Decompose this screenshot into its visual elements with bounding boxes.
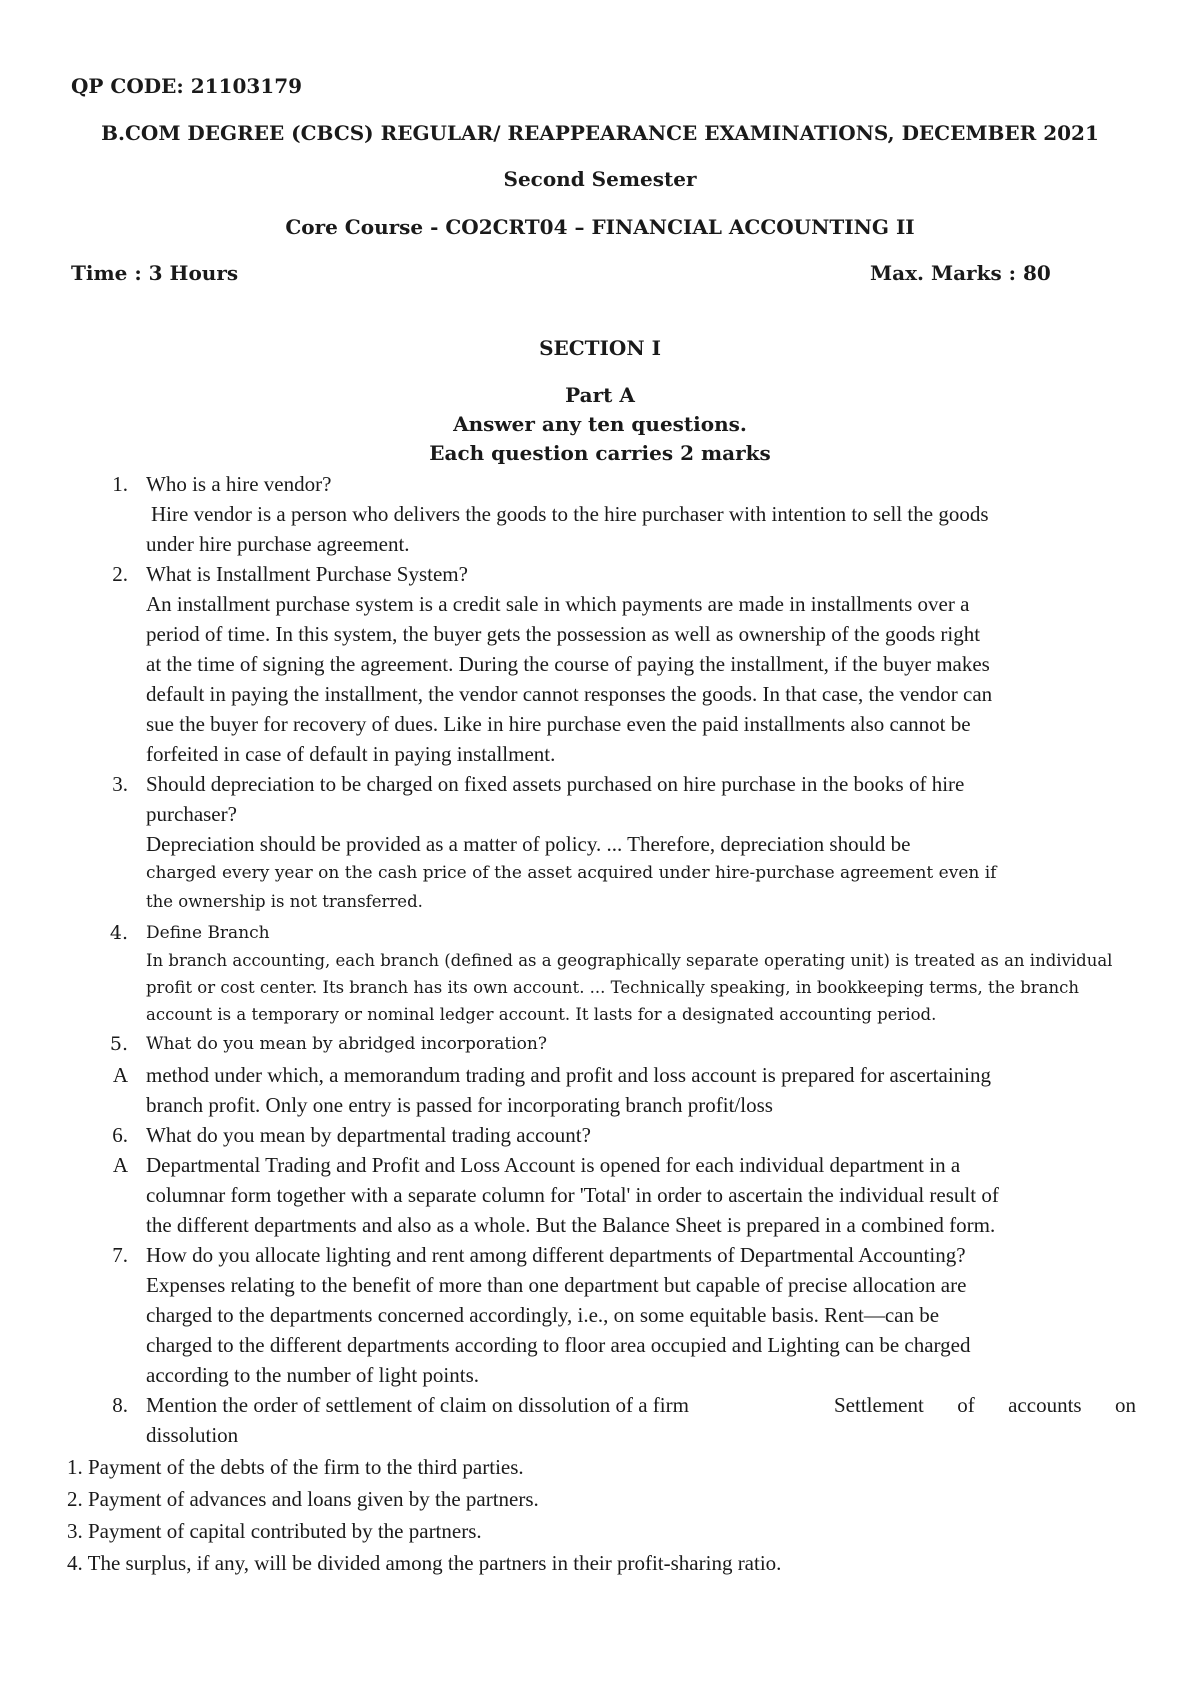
question-number: 8. [112, 1393, 128, 1417]
answer-line: under hire purchase agreement. [146, 532, 410, 556]
section-title: SECTION I [539, 336, 661, 360]
max-marks: Max. Marks : 80 [870, 261, 1051, 285]
answer-word: accounts [1008, 1393, 1082, 1417]
answer-word: of [957, 1393, 975, 1417]
answer-line: dissolution [146, 1423, 239, 1447]
question-number: 6. [112, 1123, 128, 1147]
answer-word: on [1114, 1393, 1136, 1417]
answer-line: sue the buyer for recovery of dues. Like in hire purchase even the paid installments also cannot be [146, 712, 971, 736]
answer-marker: A [112, 1153, 128, 1177]
answer-line: An installment purchase system is a credit sale in which payments are made in installments over a [146, 592, 970, 616]
answer-line: branch profit. Only one entry is passed for incorporating branch profit/loss [146, 1093, 773, 1117]
answer-line: according to the number of light points. [146, 1363, 480, 1387]
question-text: Who is a hire vendor? [146, 472, 332, 496]
answer-line: columnar form together with a separate column for 'Total' in order to ascertain the individual result of [146, 1183, 999, 1207]
settlement-point: 4. The surplus, if any, will be divided among the partners in their profit-sharing ratio. [67, 1551, 782, 1575]
question-text: Define Branch [146, 923, 270, 943]
qp-code: QP CODE: 21103179 [71, 74, 303, 98]
question-text: Should depreciation to be charged on fixed assets purchased on hire purchase in the books of hire [146, 772, 965, 796]
question-text: What do you mean by abridged incorporation? [146, 1034, 547, 1054]
question-text: What do you mean by departmental trading account? [146, 1123, 591, 1147]
question-number: 4. [109, 922, 128, 944]
instruction: Answer any ten questions. [453, 412, 747, 436]
settlement-point: 2. Payment of advances and loans given by the partners. [67, 1487, 539, 1511]
question-text: What is Installment Purchase System? [146, 562, 468, 586]
question-number: 1. [112, 472, 128, 496]
answer-line: charged to the different departments according to floor area occupied and Lighting can be charged [146, 1333, 971, 1357]
answer-line: Depreciation should be provided as a matter of policy. ... Therefore, depreciation should be [146, 832, 911, 856]
question-number: 2. [112, 562, 128, 586]
question-number: 5. [109, 1033, 128, 1055]
answer-line: charged every year on the cash price of the asset acquired under hire-purchase agreement even if [146, 863, 997, 883]
answer-line: forfeited in case of default in paying installment. [146, 742, 556, 766]
question-number: 7. [112, 1243, 128, 1267]
semester: Second Semester [503, 167, 697, 191]
answer-line: the ownership is not transferred. [146, 892, 423, 911]
question-text: Mention the order of settlement of claim on dissolution of a firm [146, 1393, 689, 1417]
question-text: How do you allocate lighting and rent among different departments of Departmental Accounting? [146, 1243, 966, 1267]
answer-line: the different departments and also as a whole. But the Balance Sheet is prepared in a combined form. [146, 1213, 996, 1237]
part-title: Part A [565, 383, 635, 407]
answer-line: profit or cost center. Its branch has its own account. ... Technically speaking, in bookkeeping terms, the branch [146, 978, 1080, 997]
settlement-point: 3. Payment of capital contributed by the partners. [67, 1519, 482, 1543]
time-allowed: Time : 3 Hours [71, 261, 239, 285]
answer-word: Settlement [834, 1393, 924, 1417]
exam-title: B.COM DEGREE (CBCS) REGULAR/ REAPPEARANCE EXAMINATIONS, DECEMBER 2021 [101, 121, 1099, 145]
answer-line: Expenses relating to the benefit of more than one department but capable of precise allocation are [146, 1273, 967, 1297]
answer-line: charged to the departments concerned accordingly, i.e., on some equitable basis. Rent—can be [146, 1303, 940, 1327]
marks-note: Each question carries 2 marks [429, 441, 771, 465]
answer-line: Hire vendor is a person who delivers the goods to the hire purchaser with intention to sell the goods [151, 502, 989, 526]
answer-line: method under which, a memorandum trading and profit and loss account is prepared for ascertaining [146, 1063, 991, 1087]
answer-marker: A [112, 1063, 128, 1087]
answer-heading [834, 1393, 1136, 1418]
answer-line: default in paying the installment, the vendor cannot responses the goods. In that case, the vendor can [146, 682, 993, 706]
answer-line: In branch accounting, each branch (defined as a geographically separate operating unit) is treated as an individual [146, 951, 1113, 970]
course-title: Core Course - CO2CRT04 – FINANCIAL ACCOUNTING II [285, 215, 915, 239]
answer-line: account is a temporary or nominal ledger account. It lasts for a designated accounting period. [146, 1005, 937, 1024]
answer-line: period of time. In this system, the buyer gets the possession as well as ownership of the goods right [146, 622, 981, 646]
answer-line: Departmental Trading and Profit and Loss Account is opened for each individual department in a [146, 1153, 961, 1177]
question-text: purchaser? [146, 802, 237, 826]
question-number: 3. [112, 772, 128, 796]
settlement-point: 1. Payment of the debts of the firm to the third parties. [67, 1455, 524, 1479]
answer-line: at the time of signing the agreement. During the course of paying the installment, if the buyer makes [146, 652, 990, 676]
